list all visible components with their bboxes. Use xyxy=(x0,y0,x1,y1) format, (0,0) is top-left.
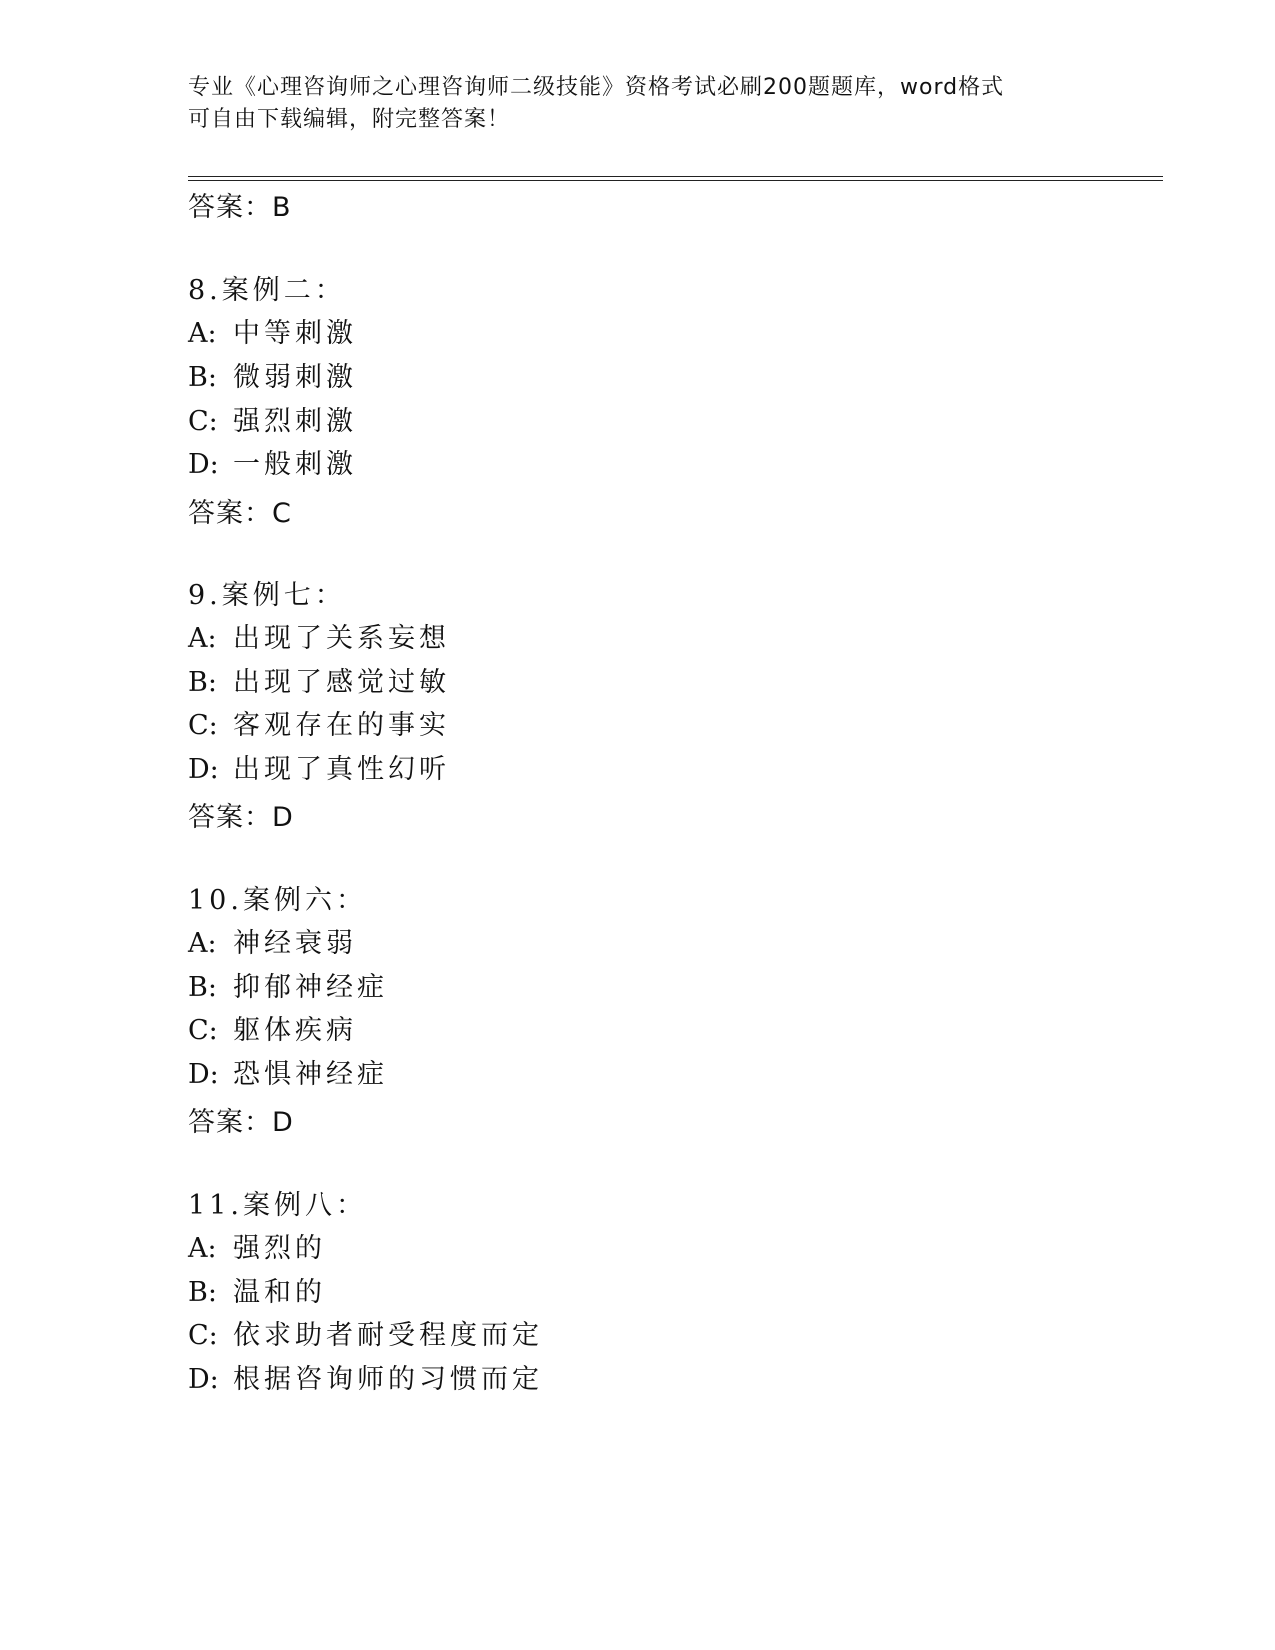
header-divider-bottom xyxy=(188,180,1163,181)
option-text: 躯体疾病 xyxy=(233,1015,357,1046)
option-text: 根据咨询师的习惯而定 xyxy=(233,1364,543,1395)
option-text: 温和的 xyxy=(233,1277,326,1308)
option-letter: B: xyxy=(188,972,217,1003)
option-letter: A: xyxy=(188,318,217,349)
option-letter: D: xyxy=(188,1059,219,1090)
document-header-line-2: 可自由下载编辑，附完整答案！ xyxy=(188,107,511,132)
option-line xyxy=(188,404,357,440)
question-title: 9.案例七： xyxy=(188,580,346,611)
option-text: 恐惧神经症 xyxy=(233,1059,388,1090)
option-text: 微弱刺激 xyxy=(233,362,357,393)
option-text: 客观存在的事实 xyxy=(233,710,450,741)
option-line xyxy=(188,1231,326,1267)
option-letter: B: xyxy=(188,667,217,698)
question-title: 10.案例六： xyxy=(188,885,367,916)
option-line xyxy=(188,1318,543,1354)
option-letter: D: xyxy=(188,754,219,785)
option-line xyxy=(188,316,357,352)
option-letter: C: xyxy=(188,406,218,437)
option-text: 出现了真性幻听 xyxy=(233,754,450,785)
option-letter: C: xyxy=(188,1015,218,1046)
option-text: 神经衰弱 xyxy=(233,928,357,959)
option-letter: D: xyxy=(188,449,219,480)
option-letter: C: xyxy=(188,1320,218,1351)
answer-line: 答案：D xyxy=(188,1107,294,1138)
option-line xyxy=(188,1057,388,1093)
option-letter: A: xyxy=(188,623,217,654)
question-title: 11.案例八： xyxy=(188,1190,367,1221)
option-line xyxy=(188,708,450,744)
option-text: 一般刺激 xyxy=(233,449,357,480)
option-line xyxy=(188,665,450,701)
option-line xyxy=(188,1275,326,1311)
option-line xyxy=(188,970,388,1006)
option-letter: B: xyxy=(188,362,217,393)
option-line xyxy=(188,752,450,788)
option-letter: C: xyxy=(188,710,218,741)
option-line xyxy=(188,621,450,657)
option-letter: A: xyxy=(188,1233,217,1264)
option-line xyxy=(188,360,357,396)
option-line xyxy=(188,447,357,483)
header-divider-top xyxy=(188,176,1163,177)
document-header-line-1: 专业《心理咨询师之心理咨询师二级技能》资格考试必刷200题题库，word格式 xyxy=(188,75,1005,100)
option-line xyxy=(188,1362,543,1398)
option-text: 依求助者耐受程度而定 xyxy=(233,1320,543,1351)
option-text: 抑郁神经症 xyxy=(233,972,388,1003)
option-line xyxy=(188,1013,357,1049)
option-letter: B: xyxy=(188,1277,217,1308)
option-letter: A: xyxy=(188,928,217,959)
option-letter: D: xyxy=(188,1364,219,1395)
answer-line: 答案：B xyxy=(188,192,292,223)
option-text: 出现了关系妄想 xyxy=(233,623,450,654)
option-text: 强烈刺激 xyxy=(233,406,357,437)
answer-line: 答案：C xyxy=(188,498,292,529)
question-title: 8.案例二： xyxy=(188,275,346,306)
option-text: 中等刺激 xyxy=(233,318,357,349)
option-text: 强烈的 xyxy=(233,1233,326,1264)
answer-line: 答案：D xyxy=(188,802,294,833)
option-line xyxy=(188,926,357,962)
option-text: 出现了感觉过敏 xyxy=(233,667,450,698)
